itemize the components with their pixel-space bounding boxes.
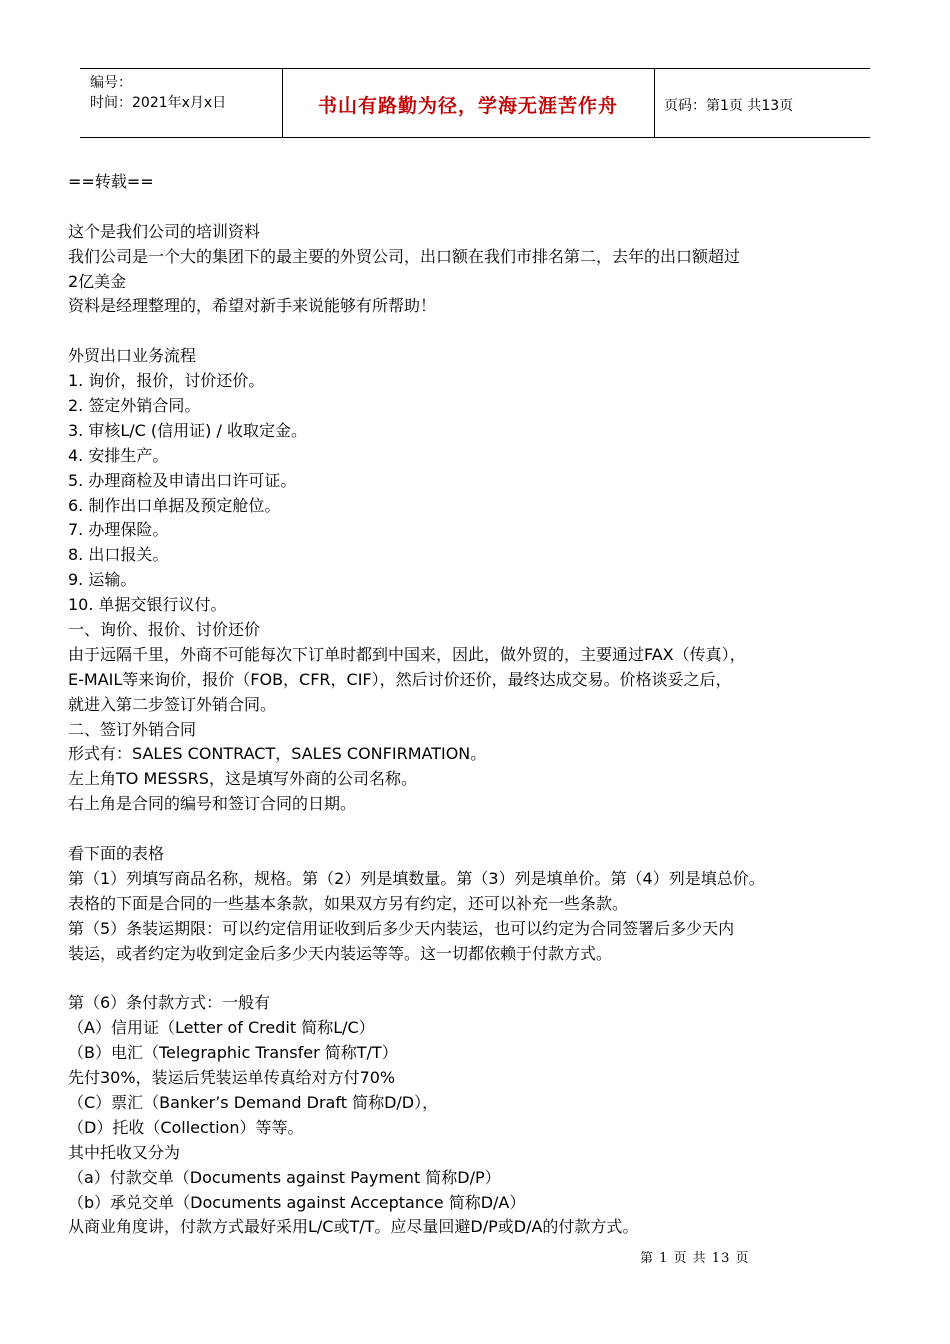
text-line: 4. 安排生产。 bbox=[68, 445, 169, 465]
text-line: （D）托收（Collection）等等。 bbox=[68, 1117, 304, 1137]
header-page-label: 页码：第1页 共13页 bbox=[664, 98, 794, 114]
text-line: （B）电汇（Telegraphic Transfer 简称T/T） bbox=[68, 1043, 398, 1063]
document-body bbox=[68, 170, 898, 1240]
text-line: 第（5）条装运期限：可以约定信用证收到后多少天内装运，也可以约定为合同签署后多少天内 bbox=[68, 918, 735, 938]
text-line: ==转载== bbox=[68, 172, 154, 191]
text-line: 表格的下面是合同的一些基本条款，如果双方另有约定，还可以补充一些条款。 bbox=[68, 893, 629, 913]
text-line: 9. 运输。 bbox=[68, 570, 137, 590]
blank-line bbox=[68, 817, 898, 842]
text-line: 二、签订外销合同 bbox=[68, 719, 197, 739]
text-line: 这个是我们公司的培训资料 bbox=[68, 221, 261, 241]
text-line: 3. 审核L/C (信用证) / 收取定金。 bbox=[68, 420, 307, 440]
header-meta bbox=[90, 73, 226, 113]
text-line: （b）承兑交单（Documents against Acceptance 简称D/A） bbox=[68, 1192, 526, 1212]
text-line: 看下面的表格 bbox=[68, 844, 165, 864]
text-line: 从商业角度讲，付款方式最好采用L/C或T/T。应尽量回避D/P或D/A的付款方式。 bbox=[68, 1217, 639, 1237]
text-line: （C）票汇（Banker’s Demand Draft 简称D/D）， bbox=[68, 1092, 439, 1112]
text-line: 10. 单据交银行议付。 bbox=[68, 595, 227, 615]
text-line: 装运，或者约定为收到定金后多少天内装运等等。这一切都依赖于付款方式。 bbox=[68, 943, 613, 963]
text-line: 第（6）条付款方式：一般有 bbox=[68, 993, 271, 1013]
text-line: 就进入第二步签订外销合同。 bbox=[68, 694, 277, 714]
text-line: 7. 办理保险。 bbox=[68, 520, 169, 540]
text-line: （a）付款交单（Documents against Payment 简称D/P） bbox=[68, 1167, 501, 1187]
text-line: 先付30%，装运后凭装运单传真给对方付70% bbox=[68, 1068, 396, 1088]
text-line: 8. 出口报关。 bbox=[68, 545, 169, 565]
text-line: 其中托收又分为 bbox=[68, 1142, 181, 1162]
time-label: 时间：2021年x月x日 bbox=[90, 95, 227, 111]
text-line: E-MAIL等来询价，报价（FOB，CFR，CIF），然后讨价还价，最终达成交易。价格谈妥之后， bbox=[68, 669, 732, 689]
number-label: 编号： bbox=[90, 75, 132, 91]
text-line: 1. 询价，报价，讨价还价。 bbox=[68, 371, 265, 391]
text-line: 左上角TO MESSRS，这是填写外商的公司名称。 bbox=[68, 769, 417, 789]
text-line: 2亿美金 bbox=[68, 271, 127, 291]
text-line: 第（1）列填写商品名称，规格。第（2）列是填数量。第（3）列是填单价。第（4）列是填总价。 bbox=[68, 868, 765, 888]
header-divider bbox=[654, 69, 655, 137]
text-line: 一、询价、报价、讨价还价 bbox=[68, 620, 261, 640]
text-line: 形式有：SALES CONTRACT，SALES CONFIRMATION。 bbox=[68, 744, 487, 764]
page-footer: 第 1 页 共 13 页 bbox=[640, 1251, 750, 1266]
text-line: 6. 制作出口单据及预定舱位。 bbox=[68, 495, 281, 515]
blank-line bbox=[68, 195, 898, 220]
text-line: 5. 办理商检及申请出口许可证。 bbox=[68, 470, 297, 490]
text-line: （A）信用证（Letter of Credit 简称L/C） bbox=[68, 1018, 375, 1038]
text-line: 由于远隔千里，外商不可能每次下订单时都到中国来，因此，做外贸的，主要通过FAX（传真）， bbox=[68, 644, 746, 664]
text-line: 外贸出口业务流程 bbox=[68, 346, 197, 366]
header-motto: 书山有路勤为径，学海无涯苦作舟 bbox=[317, 95, 618, 117]
blank-line bbox=[68, 967, 898, 992]
blank-line bbox=[68, 319, 898, 344]
text-line: 右上角是合同的编号和签订合同的日期。 bbox=[68, 794, 357, 814]
document-header bbox=[80, 68, 870, 138]
text-line: 我们公司是一个大的集团下的最主要的外贸公司，出口额在我们市排名第二，去年的出口额超过 bbox=[68, 246, 741, 266]
text-line: 2. 签定外销合同。 bbox=[68, 396, 201, 416]
text-line: 资料是经理整理的，希望对新手来说能够有所帮助！ bbox=[68, 296, 437, 316]
